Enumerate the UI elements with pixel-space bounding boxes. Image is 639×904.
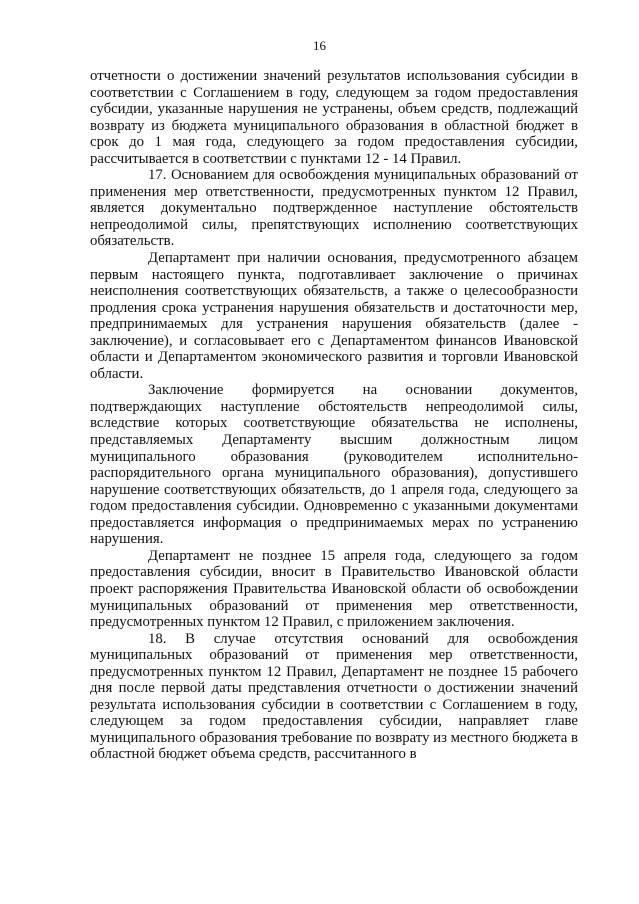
paragraph-continuation: отчетности о достижении значений результатов использования субсидии в соответствии с Соглашением в году, следующем за годом предоставления субсидии, указанные нарушения не устранены, объем средств, подлежащий возврату из бюджета муниципального образования в областной бюджет в срок до 1 мая года, следующего за годом предоставления субсидии, рассчитывается в соответствии с пунктами 12 - 14 Правил. — [90, 68, 578, 167]
paragraph-item-17: 17. Основанием для освобождения муниципальных образований от применения мер ответственности, предусмотренных пунктом 12 Правил, является документально подтвержденное наступление обстоятельств непреодолимой силы, препятствующих исполнению соответствующих обязательств. — [90, 167, 578, 250]
paragraph-department-conclusion: Департамент при наличии основания, предусмотренного абзацем первым настоящего пункта, подготавливает заключение о причинах неисполнения соответствующих обязательств, а также о целесообразности продления срока устранения нарушения обязательств и достаточности мер, предпринимаемых для устранения нарушения обязательств (далее - заключение), и согласовывает его с Департаментом финансов Ивановской области и Департаментом экономического развития и торговли Ивановской области. — [90, 250, 578, 382]
paragraph-conclusion-basis: Заключение формируется на основании документов, подтверждающих наступление обстоятельств непреодолимой силы, вследствие которых соответствующие обязательства не исполнены, представляемых Департаменту высшим должностным лицом муниципального образования (руководителем исполнительно-распорядительного органа муниципального образования), допустившего нарушение соответствующих обязательств, до 1 апреля года, следующего за годом предоставления субсидии. Одновременно с указанными документами предоставляется информация о предпринимаемых мерах по устранению нарушения. — [90, 382, 578, 548]
page-number: 16 — [313, 38, 326, 53]
paragraph-item-18: 18. В случае отсутствия оснований для освобождения муниципальных образований от применения мер ответственности, предусмотренных пунктом 12 Правил, Департамент не позднее 15 рабочего дня после первой даты представления отчетности о достижении значений результата использования субсидии в соответствии с Соглашением в году, следующем за годом предоставления субсидии, направляет главе муниципального образования требование по возврату из местного бюджета в областной бюджет объема средств, рассчитанного в — [90, 630, 578, 763]
document-body — [90, 68, 578, 763]
paragraph-department-deadline: Департамент не позднее 15 апреля года, следующего за годом предоставления субсидии, вносит в Правительство Ивановской области проект распоряжения Правительства Ивановской области об освобождении муниципальных образований от применения мер ответственности, предусмотренных пунктом 12 Правил, с приложением заключения. — [90, 547, 578, 631]
